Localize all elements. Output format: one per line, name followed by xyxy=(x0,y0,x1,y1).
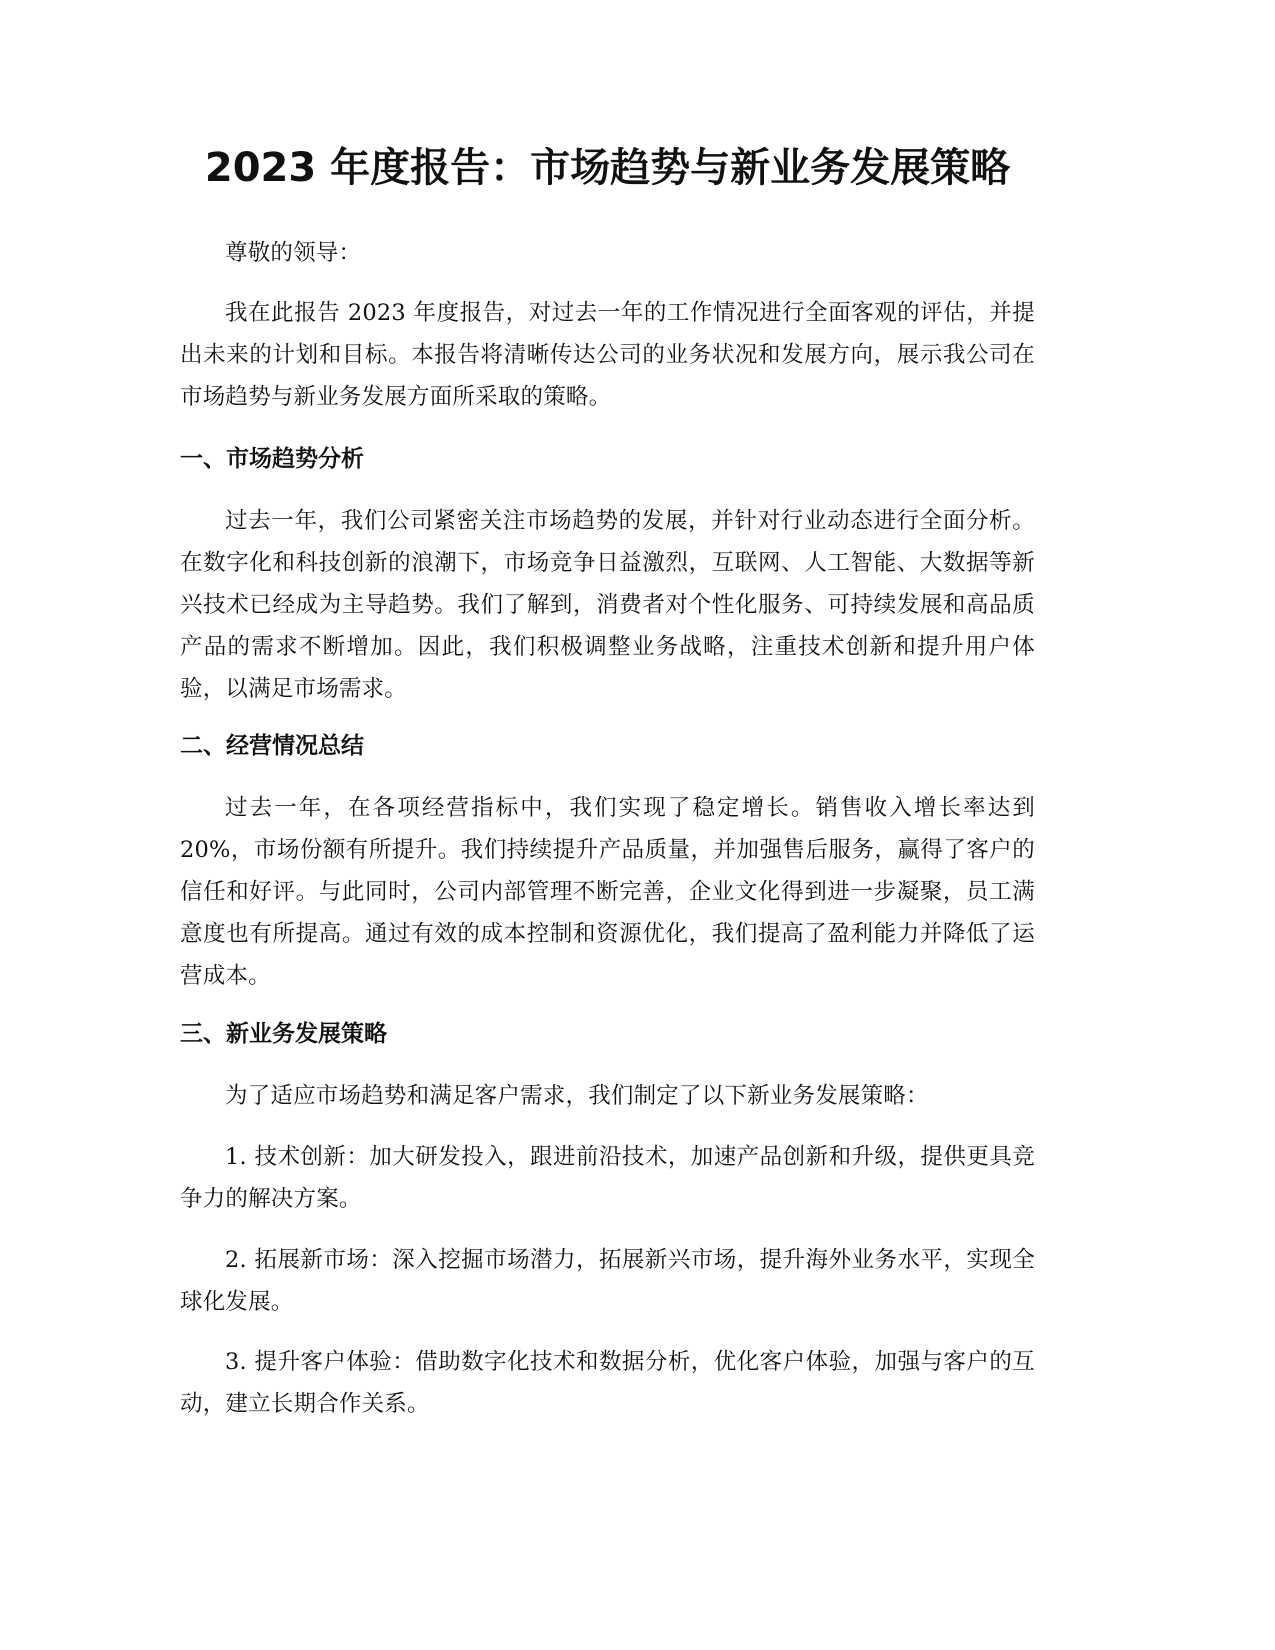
document-title: 2023 年度报告：市场趋势与新业务发展策略 xyxy=(204,145,1011,191)
section-body-market-trends: 过去一年，我们公司紧密关注市场趋势的发展，并针对行业动态进行全面分析。在数字化和科技创新的浪潮下，市场竞争日益激烈，互联网、人工智能、大数据等新兴技术已经成为主导趋势。我们了解到，消费者对个性化服务、可持续发展和高品质产品的需求不断增加。因此，我们积极调整业务战略，注重技术创新和提升用户体验，以满足市场需求。 xyxy=(180,508,1035,702)
intro-paragraph: 我在此报告 2023 年度报告，对过去一年的工作情况进行全面客观的评估，并提出未来的计划和目标。本报告将清晰传达公司的业务状况和发展方向，展示我公司在市场趋势与新业务发展方面所采取的策略。 xyxy=(180,300,1035,410)
salutation: 尊敬的领导： xyxy=(225,240,362,266)
strategy-item: 3. 提升客户体验：借助数字化技术和数据分析，优化客户体验，加强与客户的互动，建立长期合作关系。 xyxy=(180,1349,1035,1417)
section-heading-strategy: 三、新业务发展策略 xyxy=(180,1021,387,1047)
strategy-item: 2. 拓展新市场：深入挖掘市场潜力，拓展新兴市场，提升海外业务水平，实现全球化发展。 xyxy=(180,1247,1035,1315)
strategy-item: 1. 技术创新：加大研发投入，跟进前沿技术，加速产品创新和升级，提供更具竞争力的解决方案。 xyxy=(180,1144,1035,1212)
section-heading-market-trends: 一、市场趋势分析 xyxy=(180,446,364,472)
section-intro-strategy: 为了适应市场趋势和满足客户需求，我们制定了以下新业务发展策略： xyxy=(225,1083,929,1109)
section-body-operations: 过去一年，在各项经营指标中，我们实现了稳定增长。销售收入增长率达到 20%，市场份额有所提升。我们持续提升产品质量，并加强售后服务，赢得了客户的信任和好评。与此同时，公司内部管理不断完善，企业文化得到进一步凝聚，员工满意度也有所提高。通过有效的成本控制和资源优化，我们提高了盈利能力并降低了运营成本。 xyxy=(180,795,1035,989)
section-heading-operations: 二、经营情况总结 xyxy=(180,733,364,759)
